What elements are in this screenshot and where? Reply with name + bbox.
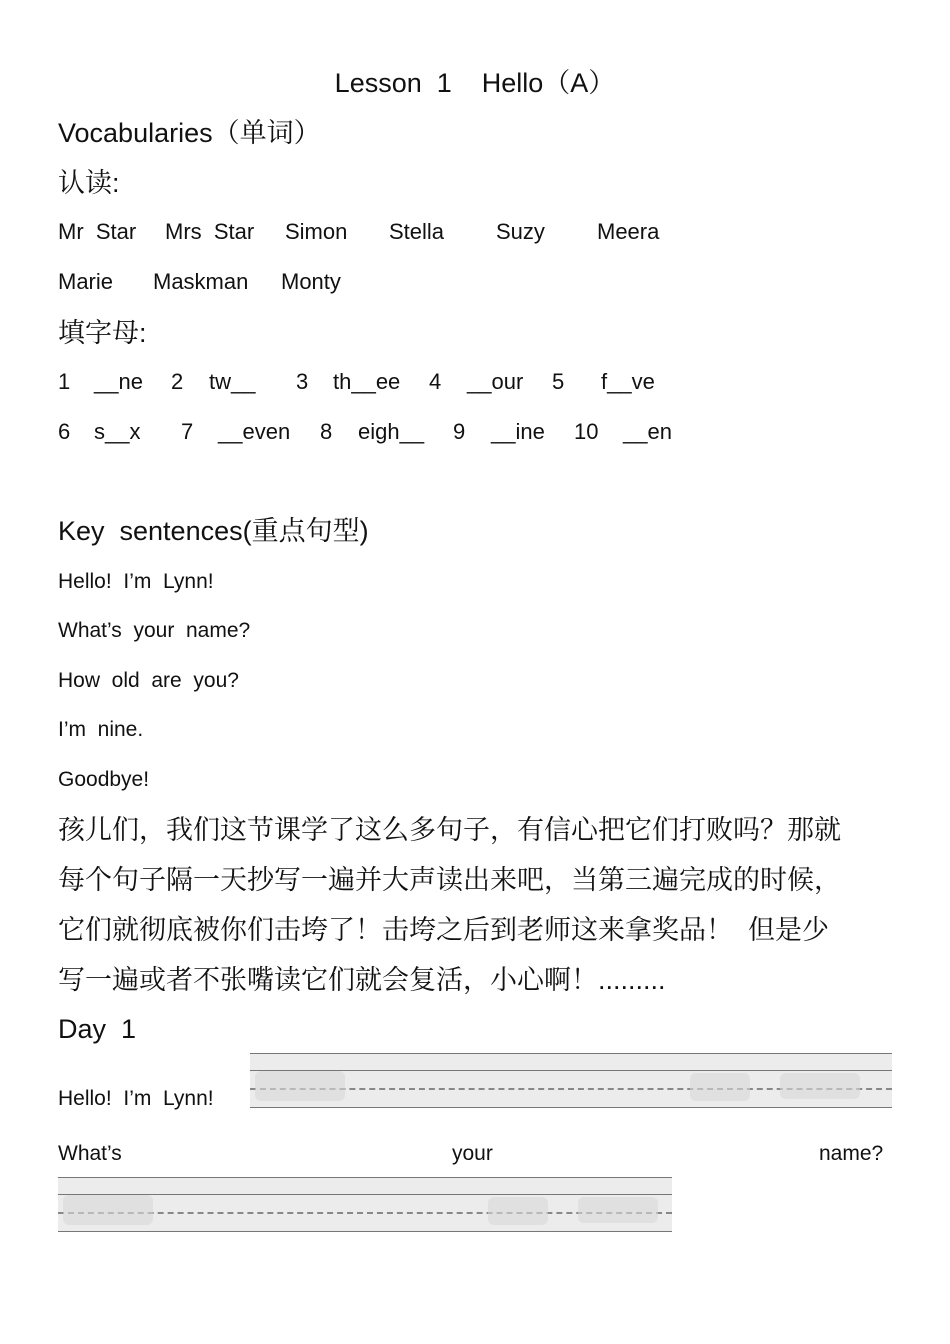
- instruction-line: 写一遍或者不张嘴读它们就会复活，小心啊！.........: [58, 965, 666, 995]
- fill-blank-word: s__x: [94, 419, 141, 444]
- vocab-word: Mrs Star: [165, 219, 255, 244]
- fill-label: 填字母:: [58, 318, 147, 348]
- vocab-heading: Vocabularies（单词）: [58, 118, 321, 148]
- vocab-word: Monty: [281, 269, 341, 294]
- number: 10: [574, 419, 599, 444]
- vocab-word: Mr Star: [58, 219, 137, 244]
- number: 7: [181, 419, 194, 444]
- handwriting-lines[interactable]: [58, 1177, 672, 1232]
- vocab-word: Meera: [597, 219, 660, 244]
- key-sentence: I’m nine.: [58, 718, 144, 741]
- number: 2: [171, 369, 184, 394]
- vocab-word: Simon: [285, 219, 348, 244]
- day-label: Day 1: [58, 1014, 137, 1044]
- fill-blank-word: __ne: [94, 369, 143, 394]
- number: 8: [320, 419, 333, 444]
- practice-word: your: [452, 1142, 493, 1165]
- vocab-word: Stella: [389, 219, 445, 244]
- number: 4: [429, 369, 442, 394]
- fill-blank-word: __ine: [491, 419, 545, 444]
- number: 3: [296, 369, 309, 394]
- vocab-word: Marie: [58, 269, 114, 294]
- number: 5: [552, 369, 565, 394]
- practice-sentence: Hello! I’m Lynn!: [58, 1087, 214, 1110]
- number: 9: [453, 419, 466, 444]
- instruction-line: 每个句子隔一天抄写一遍并大声读出来吧，当第三遍完成的时候，: [58, 865, 841, 895]
- read-label: 认读:: [58, 168, 120, 198]
- fill-blank-word: __en: [623, 419, 672, 444]
- fill-blank-word: eigh__: [358, 419, 425, 444]
- fill-blank-word: f__ve: [601, 369, 655, 394]
- instruction-line: 它们就彻底被你们击垮了！击垮之后到老师这来拿奖品！ 但是少: [58, 915, 830, 945]
- page-title: Lesson 1 Hello（A）: [334, 68, 616, 98]
- fill-blank-word: __even: [218, 419, 291, 444]
- number: 6: [58, 419, 71, 444]
- key-sentence: Hello! I’m Lynn!: [58, 570, 214, 593]
- fill-blank-word: tw__: [209, 369, 256, 394]
- key-sentence: How old are you?: [58, 669, 239, 692]
- vocab-word: Maskman: [153, 269, 249, 294]
- practice-word: name?: [819, 1142, 884, 1165]
- instruction-line: 孩儿们，我们这节课学了这么多句子，有信心把它们打败吗？那就: [58, 815, 841, 845]
- handwriting-lines[interactable]: [250, 1053, 892, 1108]
- fill-blank-word: th__ee: [333, 369, 401, 394]
- number: 1: [58, 369, 71, 394]
- fill-blank-word: __our: [467, 369, 524, 394]
- practice-word: What’s: [58, 1142, 122, 1165]
- key-sentences-heading: Key sentences(重点句型): [58, 516, 369, 546]
- key-sentence: What’s your name?: [58, 619, 251, 642]
- key-sentence: Goodbye!: [58, 768, 150, 791]
- vocab-word: Suzy: [496, 219, 545, 244]
